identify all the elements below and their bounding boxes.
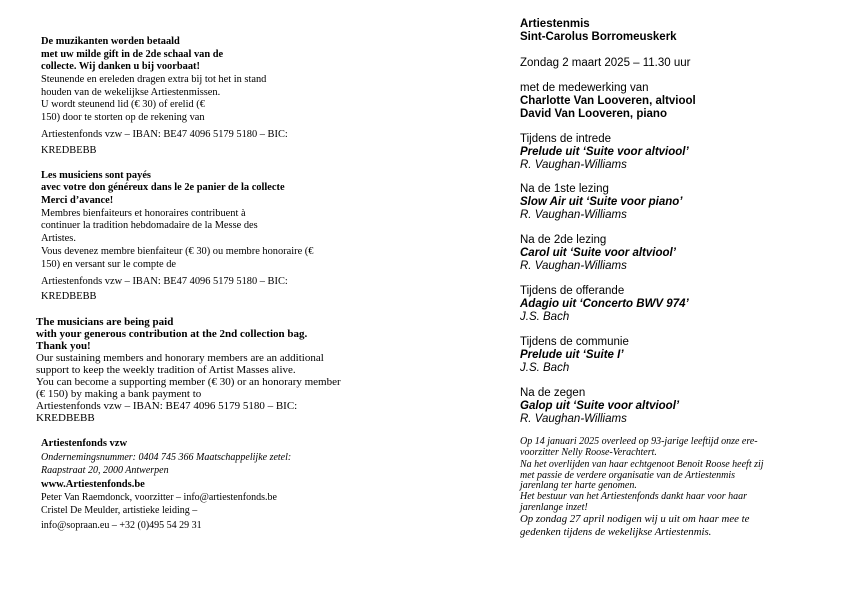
company-number-line: Ondernemingsnummer: 0404 745 366 Maatschappelijke zetel: <box>41 452 292 463</box>
memorial-note-line: jarenlang ter harte genomen. <box>520 480 637 491</box>
commemoration-line: gedenken tijdens de wekelijkse Artiestenmis. <box>520 526 712 538</box>
program-piece: Carol uit ‘Suite voor altviool’ <box>520 247 676 259</box>
memorial-note-line: Op 14 januari 2025 overleed op 93-jarige leeftijd onze ere- <box>520 436 758 447</box>
french-heading-3: Merci d’avance! <box>41 195 114 206</box>
program-composer: R. Vaughan-Williams <box>520 260 627 272</box>
event-date: Zondag 2 maart 2025 – 11.30 uur <box>520 57 691 69</box>
program-composer: R. Vaughan-Williams <box>520 159 627 171</box>
program-moment: Na de 1ste lezing <box>520 183 609 195</box>
english-text-line: Our sustaining members and honorary members are an additional <box>36 352 324 364</box>
program-piece: Prelude uit ‘Suite voor altviool’ <box>520 146 689 158</box>
program-moment: Tijdens de offerande <box>520 285 625 297</box>
dutch-heading-1: De muzikanten worden betaald <box>41 36 180 47</box>
english-heading-3: Thank you! <box>36 340 91 352</box>
dutch-bic-line: KREDBEBB <box>41 145 97 156</box>
collaboration-intro: met de medewerking van <box>520 82 649 94</box>
right-page <box>425 0 850 600</box>
dutch-text-line: U wordt steunend lid (€ 30) of erelid (€ <box>41 99 205 110</box>
program-composer: R. Vaughan-Williams <box>520 413 627 425</box>
french-text-line: Artistes. <box>41 233 76 244</box>
dutch-text-line: 150) door te storten op de rekening van <box>41 112 205 123</box>
memorial-note-line: Na het overlijden van haar echtgenoot Benoit Roose heeft zij <box>520 459 764 470</box>
event-title: Artiestenmis <box>520 18 590 30</box>
program-moment: Na de 2de lezing <box>520 234 607 246</box>
commemoration-line: Op zondag 27 april nodigen wij u uit om haar mee te <box>520 513 750 525</box>
address-line: Raapstraat 20, 2000 Antwerpen <box>41 465 169 476</box>
program-piece: Galop uit ‘Suite voor altviool’ <box>520 400 680 412</box>
english-heading-2: with your generous contribution at the 2nd collection bag. <box>36 328 308 340</box>
program-piece: Prelude uit ‘Suite I’ <box>520 349 624 361</box>
program-composer: R. Vaughan-Williams <box>520 209 627 221</box>
french-heading-1: Les musiciens sont payés <box>41 170 151 181</box>
church-name: Sint-Carolus Borromeuskerk <box>520 31 677 43</box>
dutch-text-line: Steunende en ereleden dragen extra bij tot het in stand <box>41 74 267 85</box>
program-composer: J.S. Bach <box>520 311 570 323</box>
memorial-note-line: voorzitter Nelly Roose-Verachtert. <box>520 447 657 458</box>
program-moment: Tijdens de communie <box>520 336 629 348</box>
dutch-bank-line: Artiestenfonds vzw – IBAN: BE47 4096 5179 5180 – BIC: <box>41 129 288 140</box>
website-link[interactable]: www.Artiestenfonds.be <box>41 479 145 490</box>
english-bic-line: KREDBEBB <box>36 412 95 424</box>
french-bank-line: Artiestenfonds vzw – IBAN: BE47 4096 5179 5180 – BIC: <box>41 276 288 287</box>
dutch-heading-3: collecte. Wij danken u bij voorbaat! <box>41 61 200 72</box>
organization-name: Artiestenfonds vzw <box>41 438 128 449</box>
french-heading-2: avec votre don généreux dans le 2e panier de la collecte <box>41 182 285 193</box>
english-heading-1: The musicians are being paid <box>36 316 174 328</box>
artistic-director-line: Cristel De Meulder, artistieke leiding – <box>41 505 198 516</box>
english-text-line: (€ 150) by making a bank payment to <box>36 388 202 400</box>
english-text-line: support to keep the weekly tradition of Artist Masses alive. <box>36 364 296 376</box>
performer-viola: Charlotte Van Looveren, altviool <box>520 95 696 107</box>
dutch-text-line: houden van de wekelijkse Artiestenmissen. <box>41 87 221 98</box>
french-text-line: continuer la tradition hebdomadaire de la Messe des <box>41 220 258 231</box>
program-piece: Adagio uit ‘Concerto BWV 974’ <box>520 298 689 310</box>
english-text-line: You can become a supporting member (€ 30) or an honorary member <box>36 376 341 388</box>
program-moment: Tijdens de intrede <box>520 133 611 145</box>
english-bank-line: Artiestenfonds vzw – IBAN: BE47 4096 5179 5180 – BIC: <box>36 400 298 412</box>
memorial-note-line: jarenlange inzet! <box>520 502 588 513</box>
french-bic-line: KREDBEBB <box>41 291 97 302</box>
artistic-director-contact: info@sopraan.eu – +32 (0)495 54 29 31 <box>41 520 202 531</box>
performer-piano: David Van Looveren, piano <box>520 108 667 120</box>
program-composer: J.S. Bach <box>520 362 570 374</box>
memorial-note-line: met passie de verdere organisatie van de Artiestenmis <box>520 470 736 481</box>
dutch-heading-2: met uw milde gift in de 2de schaal van de <box>41 49 224 60</box>
chairman-contact: Peter Van Raemdonck, voorzitter – info@artiestenfonds.be <box>41 492 277 503</box>
program-moment: Na de zegen <box>520 387 586 399</box>
french-text-line: 150) en versant sur le compte de <box>41 259 177 270</box>
french-text-line: Vous devenez membre bienfaiteur (€ 30) ou membre honoraire (€ <box>41 246 314 257</box>
program-piece: Slow Air uit ‘Suite voor piano’ <box>520 196 683 208</box>
memorial-note-line: Het bestuur van het Artiestenfonds dankt haar voor haar <box>520 491 748 502</box>
french-text-line: Membres bienfaiteurs et honoraires contribuent à <box>41 208 246 219</box>
